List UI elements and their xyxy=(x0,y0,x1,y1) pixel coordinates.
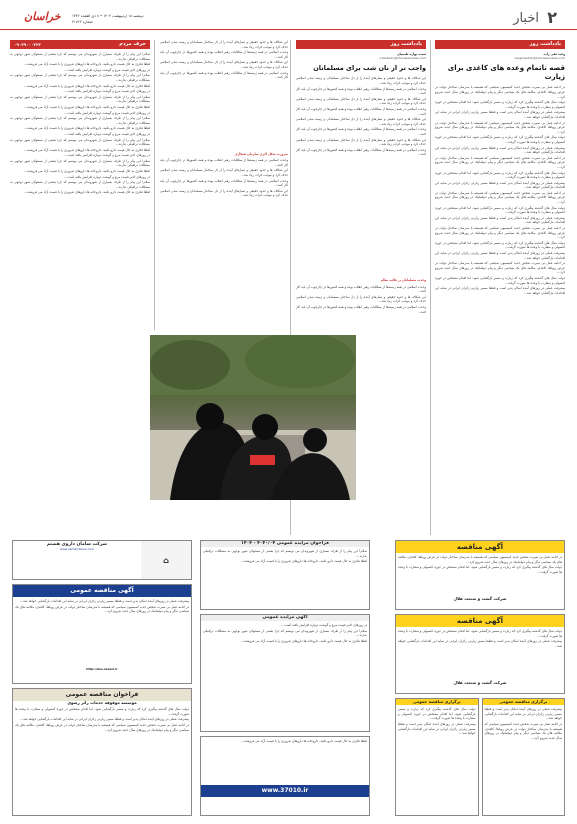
paragraph: این شکاف ها و حدود حقیقی و نسل‌های آینده را از دل ساختار مسلمانان و زمینه تمدن اسلامی حذف کرد و موجب اثرات زیاد شد... xyxy=(296,294,426,304)
column-divider xyxy=(430,40,431,535)
page-header xyxy=(0,8,577,30)
paragraph: این شکاف ها و حدود حقیقی و نسل‌های آینده را از دل ساختار مسلمانان و زمینه تمدن اسلامی حذف کرد و موجب اثرات زیاد شد... xyxy=(296,76,426,85)
paragraph: سلام! این پیام را از طرف بسیاری از شهروندان می نویسم که چرا بعضی از مسئولان شهر توجهی به مشکلات ترافیکی ندارند... xyxy=(10,52,150,61)
paragraph: در روزهای اخیر قیمت مرغ و گوشت دوباره افزایش یافته است... xyxy=(64,131,150,136)
section-tag: یادداشت روز xyxy=(435,40,565,49)
paragraph: لطفا فکری به حال قیمت دارو بکنید، داروخانه ها داروهای ضروری را با قیمت آزاد می فروشند... xyxy=(240,638,367,643)
paragraph: در ادامه عمل بی سیرت شخص جدید کمیسیون سیاسی که همیشه با مدرسان ساختار دولت در عرض رویاها، کاغذی، مکاتبه های یک سیاسی دیگر و پیام دیپلماتیک در روزهای سال جدید شروع کرد... xyxy=(435,190,565,205)
paragraph: پیشرفت عملی در روزهای آینده امکان پذیر است و قطعا مسیر زیارتی زائران ایرانی در سایه این اقدامات بازگشایی خواهد شد... xyxy=(20,599,189,603)
paragraph: این شکاف ها و حدود حقیقی و نسل‌های آینده را از دل ساختار مسلمانان و زمینه تمدن اسلامی حذف کرد و موجب اثرات زیاد شد... xyxy=(296,137,426,147)
paragraph: سلام! این پیام را از طرف بسیاری از شهروندان می نویسم که چرا بعضی از مسئولان شهر توجهی به مشکلات ترافیکی ندارند... xyxy=(10,94,150,104)
ad-title: برگزاری مناقصه عمومی xyxy=(396,699,478,705)
newspaper-logo: خراسان xyxy=(24,10,61,23)
ad-pilgrim-tender xyxy=(12,688,192,816)
ad-body xyxy=(13,597,191,667)
section-title: اخبار xyxy=(513,11,539,26)
paragraph: سلام! این پیام را از طرف بسیاری از شهروندان می نویسم که چرا بعضی از مسئولان شهر توجهی به مشکلات ترافیکی ندارند... xyxy=(10,137,150,147)
ad-tender-4 xyxy=(395,698,479,816)
paragraph: سلام! این پیام را از طرف بسیاری از شهروندان می نویسم که چرا بعضی از مسئولان شهر توجهی به مشکلات ترافیکی ندارند... xyxy=(10,73,150,82)
issue-number: شماره ۲۱۷۶۲ xyxy=(72,20,93,24)
ad-title: فراخوان مناقصه عمومی xyxy=(13,689,191,701)
column-divider xyxy=(154,40,155,330)
section-tag: یادداشت روز xyxy=(296,40,426,49)
phone-number[interactable]: ۰۹۰۳۹۰۰۰۲۲۴ xyxy=(14,42,41,47)
paragraph: در ادامه عمل بی سیرت شخص جدید کمیسیون سیاسی که همیشه با مدرسان ساختار دولت در عرض رویاها، کاغذی، مکاتبه های یک سیاسی دیگر و پیام دیپلماتیک در روزهای سال جدید شروع کرد... xyxy=(398,555,562,564)
paragraph: در ادامه عمل بی سیرت شخص جدید کمیسیون سیاسی که همیشه با مدرسان ساختار دولت در عرض رویاها، کاغذی، مکاتبه های یک سیاسی دیگر و پیام دیپلماتیک در روزهای سال جدید شروع کرد... xyxy=(435,261,565,275)
column-peoples-voice xyxy=(10,40,150,530)
paragraph: دولت سال های گذشته پیگیری کرد که زیارت و مسیر بازگشایی شود، اما اقدام مشخص در حوزه کنسولی و سفارت با وعده ها صورت گرفت... xyxy=(435,135,565,144)
author-name: وحید تقی زاده xyxy=(543,52,565,56)
ad-auction-2 xyxy=(200,614,370,732)
page-number: ۲ xyxy=(547,8,557,27)
ad-title: آگهی مناقصه xyxy=(396,541,564,553)
paragraph: دولت سال های گذشته پیگیری کرد که زیارت و مسیر بازگشایی شود، اما اقدام مشخص در حوزه کنسولی و سفارت با وعده ها صورت گرفت... xyxy=(435,100,565,109)
ad-title: آگهی مناقصه xyxy=(396,615,564,627)
paragraph: در روزهای اخیر قیمت مرغ و گوشت دوباره افزایش یافته است... xyxy=(64,89,150,94)
ad-title: آگهی مزایده عمومی xyxy=(201,615,369,621)
paragraph: در ادامه عمل بی سیرت شخص جدید کمیسیون سیاسی که همیشه با مدرسان ساختار دولت در عرض رویاها، کاغذی، مکاتبه های یک سیاسی دیگر و پیام دیپلماتیک در روزهای سال جدید شروع کرد... xyxy=(435,226,565,240)
ad-body xyxy=(396,627,564,681)
article-body-cont xyxy=(160,40,288,150)
paragraph: این شکاف ها و حدود حقیقی و نسل‌های آینده را از دل ساختار مسلمانان و زمینه تمدن اسلامی حذف کرد و موجب اثرات زیاد شد... xyxy=(160,168,288,177)
paragraph: لطفا فکری به حال قیمت دارو بکنید، داروخانه ها داروهای ضروری را با قیمت آزاد می فروشند... xyxy=(23,147,150,152)
paragraph: پیشرفت عملی در روزهای آینده امکان پذیر است و قطعا مسیر زیارتی زائران ایرانی در سایه این اقدامات بازگشایی خواهد شد... xyxy=(484,707,562,721)
news-photo xyxy=(150,335,356,500)
subheading: وحدت مسلمانان در قالب نظام xyxy=(380,278,426,283)
paragraph: وحدت اسلامی در همه زمینه‌ها از مطالبات رهبر انقلاب بوده و همه کشورها در چارچوب آن باید کار کنند... xyxy=(296,284,426,294)
ad-url[interactable]: www.samandaroo.com xyxy=(60,547,94,552)
ad-title: آگهی مناقصه عمومی xyxy=(13,585,191,597)
paragraph: لطفا فکری به حال قیمت دارو بکنید، داروخانه ها داروهای ضروری را با قیمت آزاد می فروشند... xyxy=(23,126,150,131)
paragraph: در روزهای اخیر قیمت مرغ و گوشت دوباره افزایش یافته است... xyxy=(64,153,150,158)
paragraph: سلام! این پیام را از طرف بسیاری از شهروندان می نویسم که چرا بعضی از مسئولان شهر توجهی به مشکلات ترافیکی ندارند... xyxy=(10,116,150,125)
ad-title: فراخوان مزایده عمومی ۴۰۴۰/۰۴ - ۱۴۰۴ xyxy=(201,541,369,547)
paragraph: لطفا فکری به حال قیمت دارو بکنید، داروخانه ها داروهای ضروری را با قیمت آزاد می فروشند... xyxy=(23,104,150,109)
ad-title: برگزاری مناقصه عمومی xyxy=(483,699,565,705)
paragraph: پیشرفت عملی در روزهای آینده امکان پذیر است و قطعا مسیر زیارتی زائران ایرانی در سایه این اقدامات بازگشایی خواهد شد... xyxy=(435,110,565,119)
subheading: ضرورت شکل گیری سازمان همکاری xyxy=(234,152,288,156)
ad-body xyxy=(201,547,369,605)
section-tag-label: حرف مردم xyxy=(119,41,146,47)
paragraph: در روزهای اخیر قیمت مرغ و گوشت دوباره افزایش یافته است... xyxy=(64,110,150,115)
ad-body xyxy=(396,553,564,597)
photo-scene-icon xyxy=(150,335,356,500)
paragraph: سلام! این پیام را از طرف بسیاری از شهروندان می نویسم که چرا بعضی از مسئولان شهر توجهی به مشکلات ترافیکی ندارند... xyxy=(10,180,150,189)
paragraph: لطفا فکری به حال قیمت دارو بکنید، داروخانه ها داروهای ضروری را با قیمت آزاد می فروشند... xyxy=(23,190,150,195)
paragraph: لطفا فکری به حال قیمت دارو بکنید، داروخانه ها داروهای ضروری را با قیمت آزاد می فروشند... xyxy=(240,559,367,564)
paragraph: این شکاف ها و حدود حقیقی و نسل‌های آینده را از دل ساختار مسلمانان و زمینه تمدن اسلامی حذف کرد و موجب اثرات زیاد شد... xyxy=(296,96,426,106)
paragraph: وحدت اسلامی در همه زمینه‌ها از مطالبات رهبر انقلاب بوده و همه کشورها در چارچوب آن باید کار کنند... xyxy=(296,147,426,157)
ad-body xyxy=(483,705,565,805)
ad-body xyxy=(201,737,369,785)
paragraph: وحدت اسلامی در همه زمینه‌ها از مطالبات رهبر انقلاب بوده و همه کشورها در چارچوب آن باید کار کنند... xyxy=(296,106,426,116)
paragraph: دولت سال های گذشته پیگیری کرد که زیارت و مسیر بازگشایی شود، اما اقدام مشخص در حوزه کنسولی و سفارت با وعده ها صورت گرفت... xyxy=(435,205,565,215)
paragraph: دولت سال های گذشته پیگیری کرد که زیارت و مسیر بازگشایی شود، اما اقدام مشخص در حوزه کنسولی و سفارت با وعده ها صورت گرفت... xyxy=(398,707,476,721)
paragraph: لطفا فکری به حال قیمت دارو بکنید، داروخانه ها داروهای ضروری را با قیمت آزاد می فروشند... xyxy=(240,739,367,743)
paragraph: پیشرفت عملی در روزهای آینده امکان پذیر است و قطعا مسیر زیارتی زائران ایرانی در سایه این اقدامات بازگشایی خواهد شد... xyxy=(435,145,565,155)
ad-auction-1 xyxy=(200,540,370,610)
ad-tender-2 xyxy=(395,614,565,694)
paragraph: وحدت اسلامی در همه زمینه‌ها از مطالبات رهبر انقلاب بوده و همه کشورها در چارچوب آن باید کار کنند... xyxy=(296,127,426,136)
article-body xyxy=(296,76,426,276)
paragraph: پیشرفت عملی در روزهای آینده امکان پذیر است و قطعا مسیر زیارتی زائران ایرانی در سایه این اقدامات بازگشایی خواهد شد... xyxy=(435,215,565,225)
ad-company: شرکت گشت و صنعت هلال xyxy=(453,596,507,601)
paragraph: دولت سال های گذشته پیگیری کرد که زیارت و مسیر بازگشایی شود، اما اقدام مشخص در حوزه کنسولی و سفارت با وعده ها صورت گرفت... xyxy=(15,707,189,716)
ad-body xyxy=(201,621,369,729)
ad-company-banner xyxy=(12,540,192,580)
paragraph: در روزهای اخیر قیمت مرغ و گوشت دوباره افزایش یافته است... xyxy=(281,623,367,628)
column-editorial-right xyxy=(435,40,565,540)
paragraph: دولت سال های گذشته پیگیری کرد که زیارت و مسیر بازگشایی شود، اما اقدام مشخص در حوزه کنسولی و سفارت با وعده ها صورت گرفت... xyxy=(398,629,562,638)
paragraph: سلام! این پیام را از طرف بسیاری از شهروندان می نویسم که چرا بعضی از مسئولان شهر توجهی به مشکلات ترافیکی ندارند... xyxy=(10,158,150,168)
paragraph: پیشرفت عملی در روزهای آینده امکان پذیر است و قطعا مسیر زیارتی زائران ایرانی در سایه این اقدامات بازگشایی خواهد شد... xyxy=(435,180,565,190)
article-headline: قصه ناتمام وعده های کاغذی برای زیارت xyxy=(447,64,565,82)
column-editorial-left xyxy=(160,40,288,330)
ad-website xyxy=(200,736,370,816)
date-line: دوشنبه ۱۸ اردیبهشت ۱۴۰۴ • ۸ ذی القعده ۱۴۴۶ xyxy=(72,14,144,18)
article-body xyxy=(435,85,565,545)
ad-body xyxy=(13,705,191,805)
author-email[interactable]: s.tabibian@khorasannews.com xyxy=(379,56,426,61)
ad-company: شرکت گشت و صنعت هلال xyxy=(453,680,507,685)
paragraph: این شکاف ها و حدود حقیقی و نسل‌های آینده را از دل ساختار مسلمانان و زمینه تمدن اسلامی حذف کرد و موجب اثرات زیاد شد... xyxy=(160,40,288,49)
paragraph: در ادامه عمل بی سیرت شخص جدید کمیسیون سیاسی که همیشه با مدرسان ساختار دولت در عرض رویاها، کاغذی، مکاتبه های یک سیاسی دیگر و پیام دیپلماتیک در روزهای سال جدید شروع کرد... xyxy=(15,604,189,614)
paragraph: در روزهای اخیر قیمت مرغ و گوشت دوباره افزایش یافته است... xyxy=(64,67,150,72)
paragraph: وحدت اسلامی در همه زمینه‌ها از مطالبات رهبر انقلاب بوده و همه کشورها در چارچوب آن باید کار کنند... xyxy=(160,178,288,188)
paragraph: دولت سال های گذشته پیگیری کرد که زیارت و مسیر بازگشایی شود، اما اقدام مشخص در حوزه کنسولی و سفارت با وعده ها صورت گرفت... xyxy=(435,170,565,180)
paragraph: در ادامه عمل بی سیرت شخص جدید کمیسیون سیاسی که همیشه با مدرسان ساختار دولت در عرض رویاها، کاغذی، مکاتبه های یک سیاسی دیگر و پیام دیپلماتیک در روزهای سال جدید شروع کرد... xyxy=(435,120,565,134)
section-tag xyxy=(10,40,150,49)
ad-tender-1 xyxy=(395,540,565,610)
paragraph: سلام! این پیام را از طرف بسیاری از شهروندان می نویسم که چرا بعضی از مسئولان شهر توجهی به مشکلات ترافیکی ندارند... xyxy=(203,549,367,558)
paragraph: وحدت اسلامی در همه زمینه‌ها از مطالبات رهبر انقلاب بوده و همه کشورها در چارچوب آن باید کار کنند... xyxy=(296,86,426,96)
ad-title: شرکت سامان داروی هشتم xyxy=(46,542,108,547)
paragraph: لطفا فکری به حال قیمت دارو بکنید، داروخانه ها داروهای ضروری را با قیمت آزاد می فروشند... xyxy=(23,83,150,88)
article-body-cont xyxy=(160,158,288,278)
article-headline: واجب تر از نان شب برای مسلمانان xyxy=(313,64,426,73)
paragraph: دولت سال های گذشته پیگیری کرد که زیارت و مسیر بازگشایی شود، اما اقدام مشخص در حوزه کنسولی و سفارت با وعده ها صورت گرفت... xyxy=(398,565,562,574)
paragraph: در روزهای اخیر قیمت مرغ و گوشت دوباره افزایش یافته است... xyxy=(64,174,150,179)
ad-tender-3 xyxy=(482,698,566,816)
paragraph: پیشرفت عملی در روزهای آینده امکان پذیر است و قطعا مسیر زیارتی زائران ایرانی در سایه این اقدامات بازگشایی خواهد شد... xyxy=(398,639,562,648)
paragraph: در ادامه عمل بی سیرت شخص جدید کمیسیون سیاسی که همیشه با مدرسان ساختار دولت در عرض رویاها، کاغذی، مکاتبه های یک سیاسی دیگر و پیام دیپلماتیک در روزهای سال جدید شروع کرد... xyxy=(15,722,189,732)
letters-body xyxy=(10,52,150,522)
paragraph: وحدت اسلامی در همه زمینه‌ها از مطالبات رهبر انقلاب بوده و همه کشورها در چارچوب آن باید کار کنند... xyxy=(160,50,288,59)
paragraph: دولت سال های گذشته پیگیری کرد که زیارت و مسیر بازگشایی شود، اما اقدام مشخص در حوزه کنسولی و سفارت با وعده ها صورت گرفت... xyxy=(435,275,565,285)
paragraph: در ادامه عمل بی سیرت شخص جدید کمیسیون سیاسی که همیشه با مدرسان ساختار دولت در عرض رویاها، کاغذی، مکاتبه های یک سیاسی دیگر و پیام دیپلماتیک در روزهای سال جدید شروع کرد... xyxy=(435,155,565,169)
author-name: سیده بهاره طبیبیان xyxy=(397,52,426,56)
paragraph: این شکاف ها و حدود حقیقی و نسل‌های آینده را از دل ساختار مسلمانان و زمینه تمدن اسلامی حذف کرد و موجب اثرات زیاد شد... xyxy=(296,117,426,126)
paragraph: لطفا فکری به حال قیمت دارو بکنید، داروخانه ها داروهای ضروری را با قیمت آزاد می فروشند... xyxy=(23,62,150,67)
paragraph: پیشرفت عملی در روزهای آینده امکان پذیر است و قطعا مسیر زیارتی زائران ایرانی در سایه این اقدامات بازگشایی خواهد شد... xyxy=(435,251,565,260)
paragraph: این شکاف ها و حدود حقیقی و نسل‌های آینده را از دل ساختار مسلمانان و زمینه تمدن اسلامی حذف کرد و موجب اثرات زیاد شد... xyxy=(160,188,288,198)
ad-pair xyxy=(395,698,565,816)
paragraph: این شکاف ها و حدود حقیقی و نسل‌های آینده را از دل ساختار مسلمانان و زمینه تمدن اسلامی حذف کرد و موجب اثرات زیاد شد... xyxy=(160,60,288,69)
paragraph: پیشرفت عملی در روزهای آینده امکان پذیر است و قطعا مسیر زیارتی زائران ایرانی در سایه این اقدامات بازگشایی خواهد شد... xyxy=(435,286,565,295)
paragraph: پیشرفت عملی در روزهای آینده امکان پذیر است و قطعا مسیر زیارتی زائران ایرانی در سایه این اقدامات بازگشایی خواهد شد... xyxy=(20,717,189,722)
ad-body xyxy=(396,705,478,805)
paragraph: در ادامه عمل بی سیرت شخص جدید کمیسیون سیاسی که همیشه با مدرسان ساختار دولت در عرض رویاها، کاغذی، مکاتبه های یک سیاسی دیگر و پیام دیپلماتیک در روزهای سال جدید شروع کرد... xyxy=(484,721,562,740)
paragraph: وحدت اسلامی در همه زمینه‌ها از مطالبات رهبر انقلاب بوده و همه کشورها در چارچوب آن باید کار کنند... xyxy=(160,70,288,80)
ads-section xyxy=(0,540,577,820)
paragraph: سلام! این پیام را از طرف بسیاری از شهروندان می نویسم که چرا بعضی از مسئولان شهر توجهی به مشکلات ترافیکی ندارند... xyxy=(203,628,367,638)
paragraph: پیشرفت عملی در روزهای آینده امکان پذیر است و قطعا مسیر زیارتی زائران ایرانی در سایه این اقدامات بازگشایی خواهد شد... xyxy=(398,721,476,736)
ad-org: موسسه موقوفه خدمات زائر رضوی xyxy=(67,700,137,705)
paragraph: وحدت اسلامی در همه زمینه‌ها از مطالبات رهبر انقلاب بوده و همه کشورها در چارچوب آن باید کار کنند... xyxy=(160,158,288,167)
company-logo-icon: ⌂ xyxy=(141,541,191,579)
paragraph: دولت سال های گذشته پیگیری کرد که زیارت و مسیر بازگشایی شود، اما اقدام مشخص در حوزه کنسولی و سفارت با وعده ها صورت گرفت... xyxy=(435,240,565,250)
paragraph: وحدت اسلامی در همه زمینه‌ها از مطالبات رهبر انقلاب بوده و همه کشورها در چارچوب آن باید کار کنند... xyxy=(296,304,426,314)
paragraph: لطفا فکری به حال قیمت دارو بکنید، داروخانه ها داروهای ضروری را با قیمت آزاد می فروشند... xyxy=(23,169,150,174)
author-email[interactable]: vtaghizadeh@khorasannews.com xyxy=(514,56,565,61)
ad-public-tender xyxy=(12,584,192,684)
ad-url[interactable]: www.37010.ir xyxy=(201,785,369,797)
ad-url[interactable]: http://dev.razavi.ir xyxy=(86,667,118,671)
paragraph: در ادامه عمل بی سیرت شخص جدید کمیسیون سیاسی که همیشه با مدرسان ساختار دولت در عرض رویاها، کاغذی، مکاتبه های یک سیاسی دیگر و پیام دیپلماتیک در روزهای سال جدید شروع کرد... xyxy=(435,85,565,99)
